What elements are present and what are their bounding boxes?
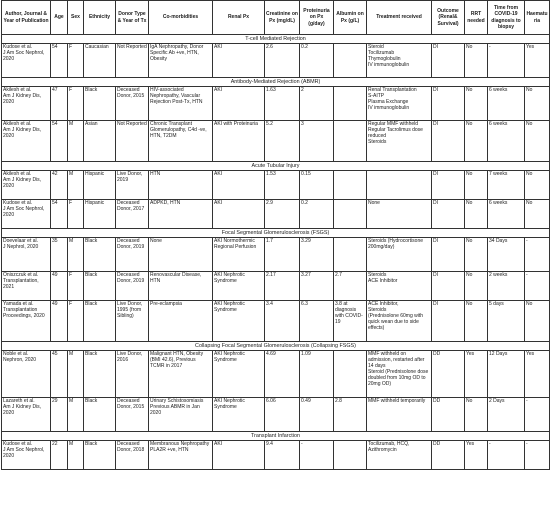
table-cell: M bbox=[68, 121, 84, 162]
table-cell: Asian bbox=[84, 121, 116, 162]
table-row bbox=[2, 272, 550, 301]
table-row bbox=[2, 171, 550, 200]
table-cell: Doevelaar et al. J Nephrol, 2020 bbox=[2, 238, 51, 272]
table-cell: F bbox=[68, 272, 84, 301]
table-cell: 6.3 bbox=[300, 301, 334, 342]
table-cell: - bbox=[525, 398, 550, 432]
table-cell: Noble et al. Nephron, 2020 bbox=[2, 351, 51, 398]
column-header: Outcome (Renal& Survival) bbox=[432, 1, 465, 35]
table-cell: None bbox=[149, 238, 213, 272]
table-cell: No bbox=[465, 238, 488, 272]
table-cell: - bbox=[525, 238, 550, 272]
table-cell: 45 bbox=[51, 351, 68, 398]
table-cell: No bbox=[465, 272, 488, 301]
table-cell: 6.06 bbox=[265, 398, 300, 432]
table-cell: 42 bbox=[51, 171, 68, 200]
table-cell: F bbox=[68, 200, 84, 229]
table-cell: 3 bbox=[300, 121, 334, 162]
section-title: Collapsing Focal Segmental Glomerulosclerosis (Collapsing FSGS) bbox=[2, 342, 550, 351]
table-cell: 2.17 bbox=[265, 272, 300, 301]
section-header-row bbox=[2, 229, 550, 238]
table-cell: F bbox=[68, 87, 84, 121]
table-cell: AKI Nephrotic Syndrome bbox=[213, 301, 265, 342]
table-cell: No bbox=[465, 398, 488, 432]
table-cell: No bbox=[465, 87, 488, 121]
table-cell: DI bbox=[432, 87, 465, 121]
table-row bbox=[2, 441, 550, 470]
table-cell: 5 days bbox=[488, 301, 525, 342]
table-cell: Malignant HTN, Obesity (BMI 42.6), Previous TCMR in 2017 bbox=[149, 351, 213, 398]
table-cell: AKI bbox=[213, 441, 265, 470]
table-cell: 49 bbox=[51, 301, 68, 342]
table-cell: No bbox=[465, 44, 488, 78]
section-title: Focal Segmental Glomerulosclerosis (FSGS) bbox=[2, 229, 550, 238]
table-row bbox=[2, 200, 550, 229]
table-cell: Tocilizumab, HCQ, Azithromycin bbox=[367, 441, 432, 470]
table-cell: Steroid Tocilizumab Thymoglobulin IV immunoglobulin bbox=[367, 44, 432, 78]
table-cell: M bbox=[68, 238, 84, 272]
table-cell: No bbox=[525, 200, 550, 229]
table-cell bbox=[367, 171, 432, 200]
table-row bbox=[2, 121, 550, 162]
table-cell: DI bbox=[432, 200, 465, 229]
table-cell: Chronic Transplant Glomerulopathy, C4d -ve, HTN, T2DM bbox=[149, 121, 213, 162]
table-cell: Live Donor, 2019 bbox=[116, 171, 149, 200]
table-row bbox=[2, 301, 550, 342]
section-header-row bbox=[2, 162, 550, 171]
table-cell: AKI bbox=[213, 44, 265, 78]
table-cell: - bbox=[525, 441, 550, 470]
table-cell: MMF withheld temporarily bbox=[367, 398, 432, 432]
table-cell: - bbox=[488, 441, 525, 470]
section-header-row bbox=[2, 342, 550, 351]
column-header: Co-morbidities bbox=[149, 1, 213, 35]
table-cell: 2.9 bbox=[265, 200, 300, 229]
table-cell: 22 bbox=[51, 441, 68, 470]
table-cell: Membranous Nephropathy PLA2R +ve, HTN bbox=[149, 441, 213, 470]
table-cell: Black bbox=[84, 398, 116, 432]
table-cell: 2.6 bbox=[265, 44, 300, 78]
covid-transplant-biopsy-table bbox=[1, 0, 550, 470]
section-header-row bbox=[2, 35, 550, 44]
table-cell: 3.4 bbox=[265, 301, 300, 342]
table-cell: No bbox=[525, 121, 550, 162]
table-cell: 3.29 bbox=[300, 238, 334, 272]
table-cell: Yes bbox=[525, 351, 550, 398]
table-row bbox=[2, 351, 550, 398]
table-cell: AKI bbox=[213, 171, 265, 200]
table-cell: Deceased Donor, 2015 bbox=[116, 87, 149, 121]
column-header: Treatment received bbox=[367, 1, 432, 35]
table-cell: No bbox=[465, 200, 488, 229]
table-cell: No bbox=[525, 171, 550, 200]
table-row bbox=[2, 87, 550, 121]
table-cell bbox=[334, 87, 367, 121]
table-cell: Pre-eclampsia bbox=[149, 301, 213, 342]
table-cell: 7 weeks bbox=[488, 171, 525, 200]
table-cell: AKI bbox=[213, 200, 265, 229]
section-title: Antibody-Mediated Rejection (ABMR) bbox=[2, 78, 550, 87]
table-cell: No bbox=[525, 87, 550, 121]
table-cell: Akilesh et al. Am J Kidney Dis, 2020 bbox=[2, 87, 51, 121]
table-cell bbox=[334, 200, 367, 229]
table-cell: M bbox=[68, 351, 84, 398]
table-cell: DI bbox=[432, 238, 465, 272]
table-cell: - bbox=[300, 441, 334, 470]
table-cell: 9.4 bbox=[265, 441, 300, 470]
table-cell: HTN bbox=[149, 171, 213, 200]
table-cell: Steroids (Hydrocortisone 200mg/day) bbox=[367, 238, 432, 272]
table-cell: 6 weeks bbox=[488, 87, 525, 121]
table-cell: Hispanic bbox=[84, 200, 116, 229]
column-header: Donor Type & Year of Tx bbox=[116, 1, 149, 35]
table-cell: Akilesh et al. Am J Kidney Dis, 2020 bbox=[2, 171, 51, 200]
table-cell: Oniszczuk et al. Transplantation, 2021 bbox=[2, 272, 51, 301]
table-cell: M bbox=[68, 398, 84, 432]
table-cell: Deceased Donor, 2019 bbox=[116, 272, 149, 301]
table-cell: 2.8 bbox=[334, 398, 367, 432]
table-header-row bbox=[2, 1, 550, 35]
table-cell: 3.8 at diagnosis with COVID-19 bbox=[334, 301, 367, 342]
table-cell: 0.2 bbox=[300, 44, 334, 78]
table-cell: 54 bbox=[51, 200, 68, 229]
table-cell: DI bbox=[432, 121, 465, 162]
table-cell: AKI with Proteinuria bbox=[213, 121, 265, 162]
table-cell: None bbox=[367, 200, 432, 229]
table-cell: 2.7 bbox=[334, 272, 367, 301]
column-header: Albumin on Px (g/L) bbox=[334, 1, 367, 35]
table-cell: DI bbox=[432, 301, 465, 342]
table-cell: No bbox=[465, 301, 488, 342]
column-header: Ethnicity bbox=[84, 1, 116, 35]
table-cell: MMF withheld on admission, restarted after 14 days Steroid (Prednisolone dose doubled from 10mg OD to 20mg OD) bbox=[367, 351, 432, 398]
table-cell: 2 bbox=[300, 87, 334, 121]
table-cell bbox=[334, 121, 367, 162]
table-cell: Yamada et al. Transplantation Proceedings, 2020 bbox=[2, 301, 51, 342]
table-cell: 4.69 bbox=[265, 351, 300, 398]
section-header-row bbox=[2, 78, 550, 87]
table-cell: Caucasian bbox=[84, 44, 116, 78]
table-cell: Deceased Donor, 2017 bbox=[116, 200, 149, 229]
table-row bbox=[2, 238, 550, 272]
table-cell: Black bbox=[84, 87, 116, 121]
table-cell: DI bbox=[432, 171, 465, 200]
column-header: Creatinine on Px (mg/dL) bbox=[265, 1, 300, 35]
table-cell: Black bbox=[84, 441, 116, 470]
table-cell: Kudose et al. J Am Soc Nephrol, 2020 bbox=[2, 441, 51, 470]
table-cell: Lazareth et al. Am J Kidney Dis, 2020 bbox=[2, 398, 51, 432]
table-cell: Deceased Donor, 2018 bbox=[116, 441, 149, 470]
table-cell: 47 bbox=[51, 87, 68, 121]
table-cell: Akilesh et al. Am J Kidney Dis, 2020 bbox=[2, 121, 51, 162]
section-title: T-cell Mediated Rejection bbox=[2, 35, 550, 44]
column-header: Sex bbox=[68, 1, 84, 35]
table-cell: AKI Nephrotic Syndrome bbox=[213, 351, 265, 398]
table-cell: Renovascular Disease, HTN bbox=[149, 272, 213, 301]
column-header: Proteinuria on Px (g/day) bbox=[300, 1, 334, 35]
table-cell: 2 Days bbox=[488, 398, 525, 432]
table-cell: - bbox=[488, 44, 525, 78]
table-cell: No bbox=[465, 171, 488, 200]
table-cell: AKI Normothermic Regional Perfusion bbox=[213, 238, 265, 272]
table-cell: M bbox=[68, 171, 84, 200]
table-cell: Black bbox=[84, 238, 116, 272]
table-cell: Hispanic bbox=[84, 171, 116, 200]
table-cell: M bbox=[68, 441, 84, 470]
table-cell: No bbox=[525, 301, 550, 342]
table-cell: Yes bbox=[525, 44, 550, 78]
table-cell bbox=[334, 238, 367, 272]
table-cell: AKI Nephrotic Syndrome bbox=[213, 272, 265, 301]
table-row bbox=[2, 44, 550, 78]
table-cell: Live Donor, 2016 bbox=[116, 351, 149, 398]
table-row bbox=[2, 398, 550, 432]
table-cell: DI bbox=[432, 272, 465, 301]
table-cell: ACE Inhibitor, Steroids (Prednisolone 60mg with quick wean due to side effects) bbox=[367, 301, 432, 342]
table-cell: 54 bbox=[51, 44, 68, 78]
table-cell: Renal Transplantation S-AITP Plasma Exchange IV immunoglobulin bbox=[367, 87, 432, 121]
table-cell: 1.53 bbox=[265, 171, 300, 200]
table-cell bbox=[334, 351, 367, 398]
section-header-row bbox=[2, 432, 550, 441]
table-cell: 49 bbox=[51, 272, 68, 301]
table-cell bbox=[334, 44, 367, 78]
table-cell: Kudose et al. J Am Soc Nephrol, 2020 bbox=[2, 44, 51, 78]
table-cell: Kudose et al. J Am Soc Nephrol, 2020 bbox=[2, 200, 51, 229]
table-cell: 6 weeks bbox=[488, 121, 525, 162]
table-cell: 6 weeks bbox=[488, 200, 525, 229]
table-cell: Not Reported bbox=[116, 121, 149, 162]
section-title: Transplant Infarction bbox=[2, 432, 550, 441]
table-cell: Black bbox=[84, 351, 116, 398]
table-cell: 54 bbox=[51, 121, 68, 162]
column-header: Author, Journal & Year of Publication bbox=[2, 1, 51, 35]
column-header: Time from COVID-19 diagnosis to biopsy bbox=[488, 1, 525, 35]
table-cell: Not Reported bbox=[116, 44, 149, 78]
table-cell: 5.2 bbox=[265, 121, 300, 162]
table-cell: Urinary Schistosomiasis Previous ABMR in Jan 2020 bbox=[149, 398, 213, 432]
table-cell: IgA Nephropathy, Donor Specific Ab +ve, HTN, Obesity bbox=[149, 44, 213, 78]
table-cell: 1.7 bbox=[265, 238, 300, 272]
table-cell: 34 Days bbox=[488, 238, 525, 272]
table-cell: DD bbox=[432, 351, 465, 398]
table-cell: 12 Days bbox=[488, 351, 525, 398]
column-header: Renal Px bbox=[213, 1, 265, 35]
table-cell: No bbox=[465, 121, 488, 162]
table-cell: Black bbox=[84, 272, 116, 301]
table-cell: 1.63 bbox=[265, 87, 300, 121]
table-cell: 0.49 bbox=[300, 398, 334, 432]
table-cell: 0.2 bbox=[300, 200, 334, 229]
column-header: Age bbox=[51, 1, 68, 35]
table-body bbox=[2, 35, 550, 470]
table-cell: DI bbox=[432, 44, 465, 78]
table-cell bbox=[334, 441, 367, 470]
table-cell: Deceased Donor, 2015 bbox=[116, 398, 149, 432]
table-cell: - bbox=[525, 272, 550, 301]
table-cell: F bbox=[68, 301, 84, 342]
table-cell: 2 weeks bbox=[488, 272, 525, 301]
table-cell: Deceased Donor, 2019 bbox=[116, 238, 149, 272]
table-cell: 1.09 bbox=[300, 351, 334, 398]
table-cell: Yes bbox=[465, 441, 488, 470]
table-cell bbox=[334, 171, 367, 200]
table-cell: Yes bbox=[465, 351, 488, 398]
table-cell: DD bbox=[432, 398, 465, 432]
table-cell: AKI bbox=[213, 87, 265, 121]
table-cell: 3.27 bbox=[300, 272, 334, 301]
table-cell: Live Donor, 1995 (from Sibling) bbox=[116, 301, 149, 342]
section-title: Acute Tubular Injury bbox=[2, 162, 550, 171]
column-header: Haematuria bbox=[525, 1, 550, 35]
table-cell: Black bbox=[84, 301, 116, 342]
column-header: RRT needed bbox=[465, 1, 488, 35]
table-cell: HIV-associated Nephropathy, Vascular Rejection Post-Tx, HTN bbox=[149, 87, 213, 121]
table-cell: DD bbox=[432, 441, 465, 470]
table-cell: ADPKD, HTN bbox=[149, 200, 213, 229]
table-cell: Steroids ACE Inhibitor bbox=[367, 272, 432, 301]
table-cell: 35 bbox=[51, 238, 68, 272]
table-cell: 0.15 bbox=[300, 171, 334, 200]
table-cell: 29 bbox=[51, 398, 68, 432]
table-cell: AKI Nephrotic Syndrome bbox=[213, 398, 265, 432]
table-cell: F bbox=[68, 44, 84, 78]
table-cell: Regular MMF withheld Regular Tacrolimus dose reduced Steroids bbox=[367, 121, 432, 162]
